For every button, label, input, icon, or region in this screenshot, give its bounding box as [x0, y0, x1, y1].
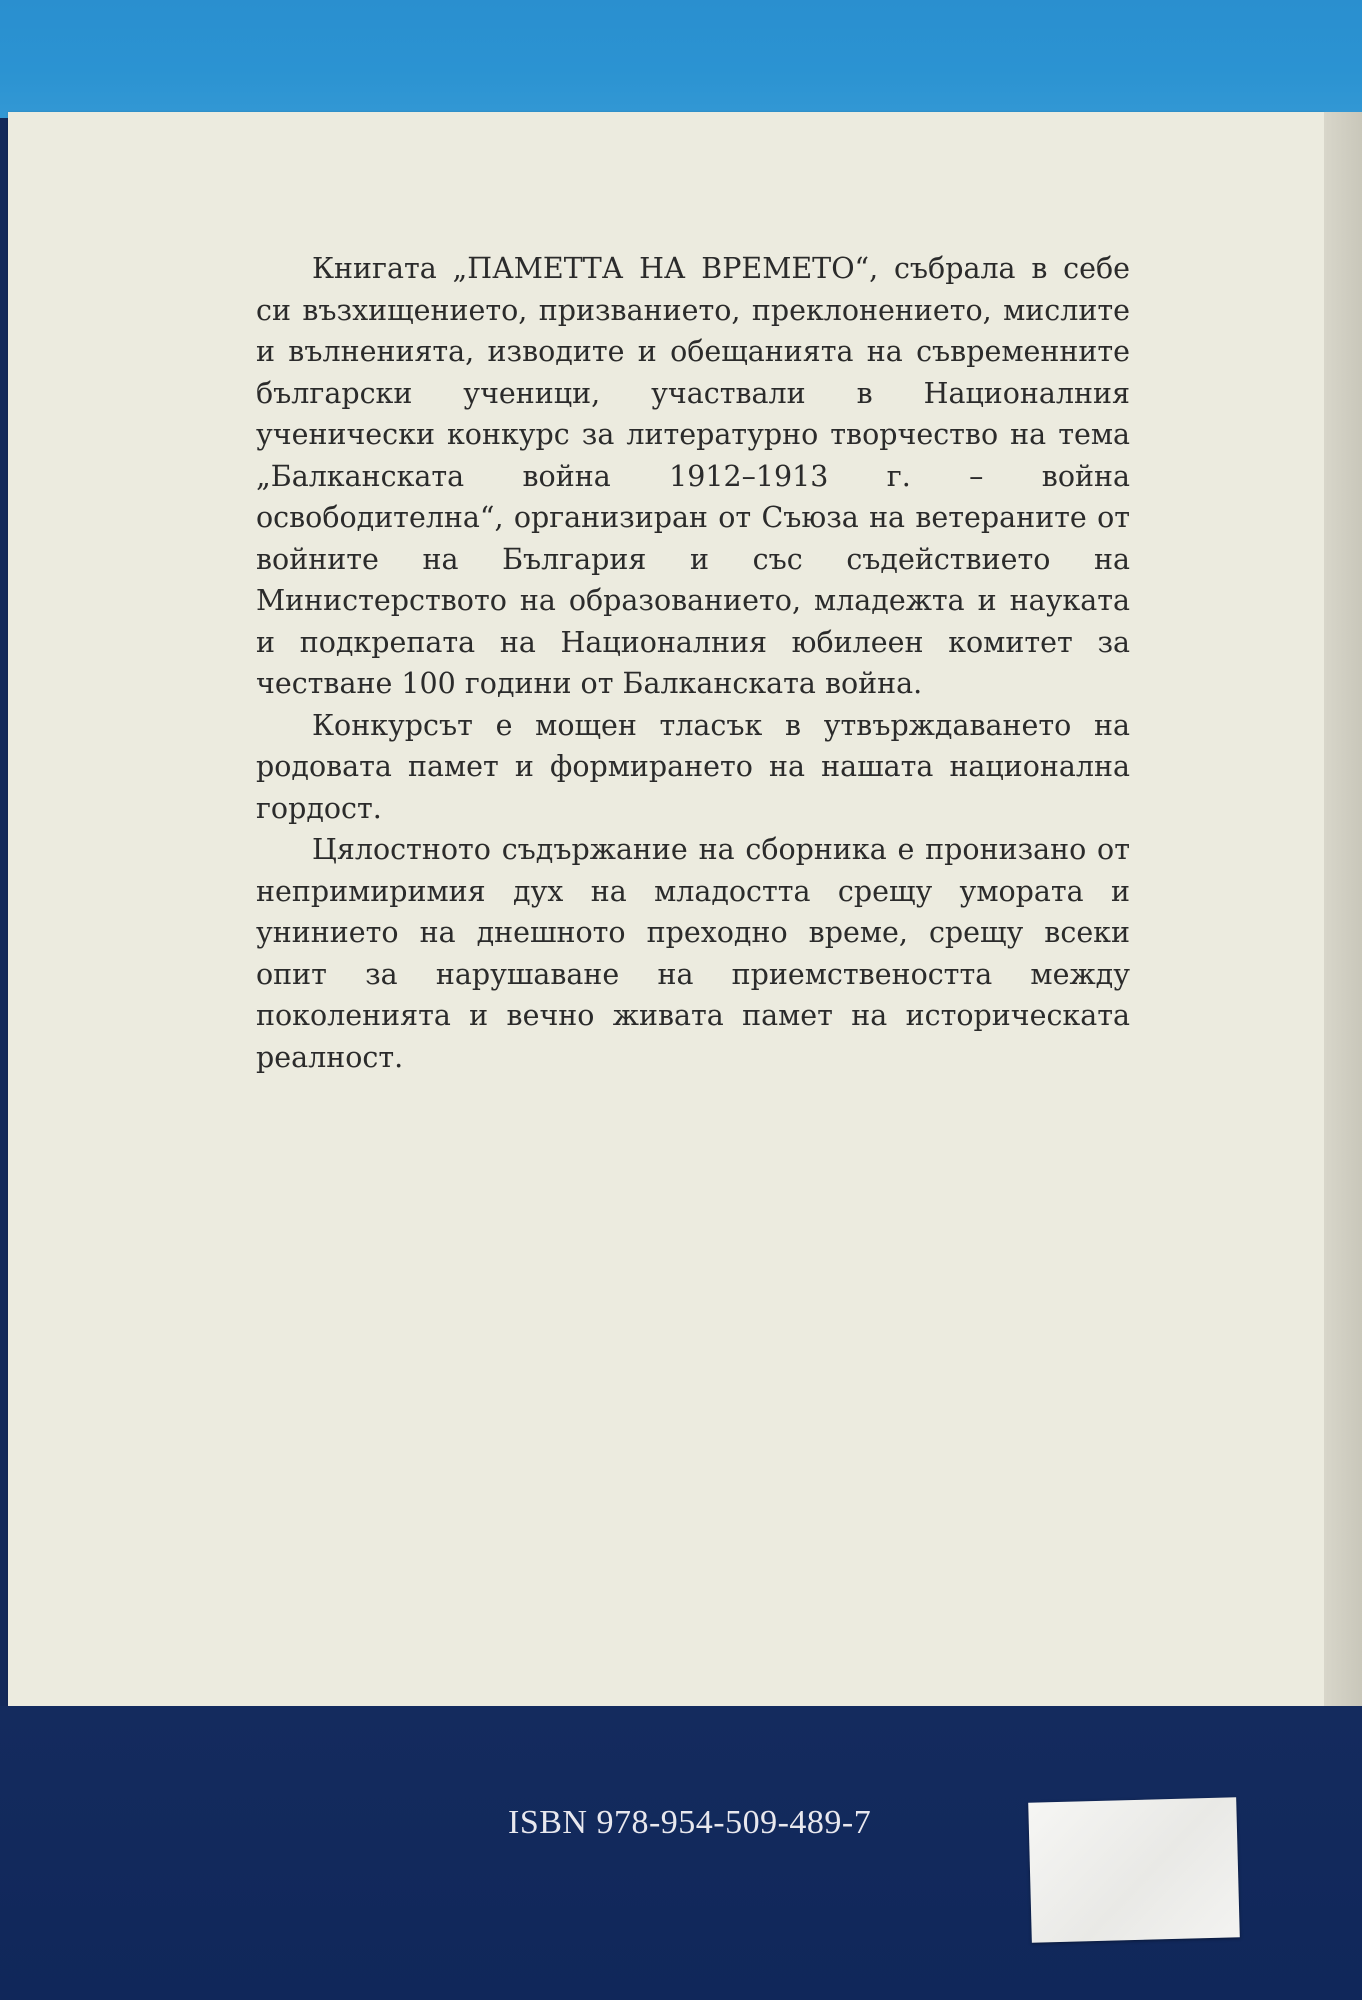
paragraph-content: Цялостното съдържание на сборника е пронизано от непримиримия дух на младостта срещу умората и унинието на днешното преходно време, срещу всеки опит за нарушаване на приемствеността между поколенията и вечно живата памет на историческата реалност. [256, 833, 1130, 1074]
paragraph-intro: Книгата „ПАМЕТТА НА ВРЕМЕТО“, събрала в себе си възхищението, призванието, преклонението, мислите и вълненията, изводите и обещанията на съвременните български ученици, участвали в Националния ученически конкурс за литературно творчество на тема „Балканската война 1912–1913 г. – война освободителна“, организиран от Съюза на ветераните от войните на България и със съдействието на Министерството на образованието, младежта и науката и подкрепата на Националния юбилеен комитет за честване 100 години от Балканската война. [256, 252, 1130, 700]
paragraph-contest: Конкурсът е мощен тласък в утвърждаването на родовата памет и формирането на нашата национална гордост. [256, 708, 1130, 825]
description-text [256, 248, 1130, 1078]
page-edge [1324, 112, 1362, 1707]
isbn-label: ISBN 978-954-509-489-7 [508, 1804, 872, 1841]
top-blue-band [0, 0, 1362, 118]
price-sticker [1028, 1797, 1240, 1942]
